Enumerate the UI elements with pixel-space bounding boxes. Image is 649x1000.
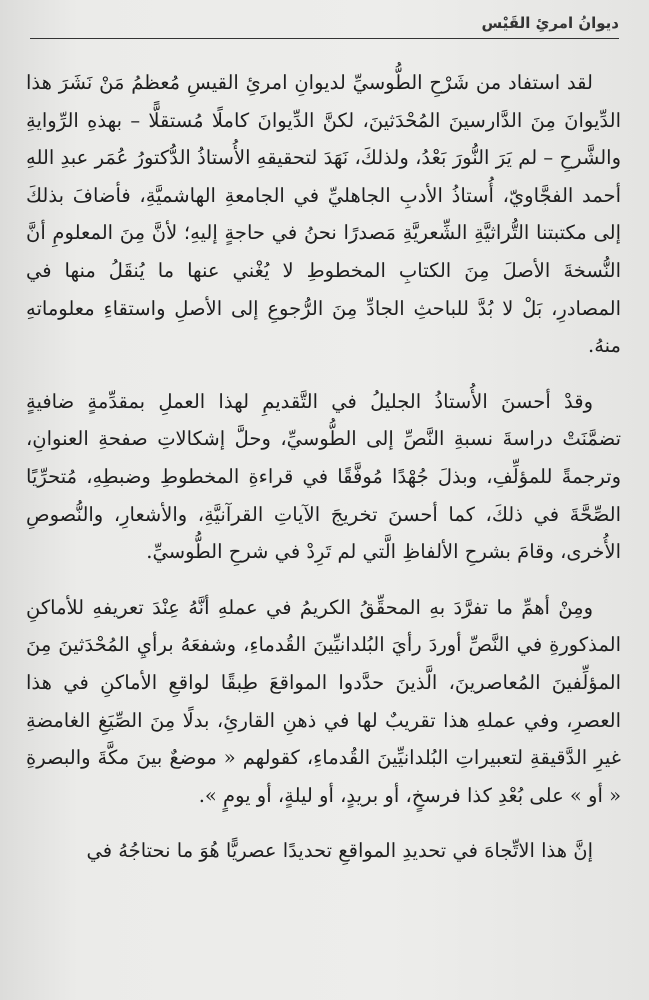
paragraph-1: لقد استفاد من شَرْحِ الطُّوسيِّ لديوانِ امرئِ القيسِ مُعظمُ مَنْ نَشَرَ هذا الدِّيوانَ مِنَ الدَّارسينَ المُحْدَثينَ، لكنَّ الدِّيوانَ كاملًا مُستقلًّا – بهذهِ الرِّوايةِ والشَّرحِ – لم يَرَ النُّورَ بَعْدُ، ولذلكَ، نَهَدَ لتحقيقهِ الأُستاذُ الدُّكتورُ عُمَر عبدِ اللهِ أحمد الفجَّاويّ، أُستاذُ الأدبِ الجاهليِّ في الجامعةِ الهاشميَّةِ، فأضافَ بذلكَ إلى مكتبتنا التُّراثيَّةِ الشِّعريَّةِ مَصدرًا نحنُ في حاجةٍ إليهِ؛ لأنَّ مِنَ المعلومِ أنَّ النُّسخةَ الأصلَ مِنَ الكتابِ المخطوطِ لا يُغْني عنها ما يُنقَلُ منها في المصادرِ، بَلْ لا بُدَّ للباحثِ الجادِّ مِنَ الرُّجوعِ إلى الأصلِ واستقاءِ معلوماتهِ منهُ. — [26, 71, 621, 358]
running-title: ديوانُ امرئِ القَيْس — [481, 14, 619, 32]
paragraph-2: وقدْ أحسنَ الأُستاذُ الجليلُ في التَّقديمِ لهذا العملِ بمقدِّمةٍ ضافيةٍ تضمَّنَتْ دراسةَ نسبةِ النَّصِّ إلى الطُّوسيِّ، وحلَّ إشكالاتِ صفحةِ العنوانِ، وترجمةً للمؤلِّفِ، وبذلَ جُهْدًا مُوفَّقًا في قراءةِ المخطوطِ وضبطِهِ، مُتحرِّيًا الصِّحَّةَ في ذلكَ، كما أحسنَ تخريجَ الآياتِ القرآنيَّةِ، والأشعارِ، والنُّصوصِ الأُخرى، وقامَ بشرحِ الألفاظِ الَّتي لم تَرِدْ في شرحِ الطُّوسيِّ. — [26, 389, 621, 564]
paragraph-3: ومِنْ أهمِّ ما تفرَّدَ بهِ المحقِّقُ الكريمُ في عملهِ أنَّهُ عِنْدَ تعريفهِ للأماكنِ المذكورةِ في النَّصِّ أوردَ رأيَ البُلدانيِّينَ القُدماءِ، وشفعَهُ برأيِ المُحْدَثينَ مِنَ المؤلِّفينَ المُعاصرينَ، الَّذينَ حدَّدوا المواقعَ طِبقًا لواقعِ الأماكنِ في هذا العصرِ، وفي عملهِ هذا تقريبٌ لها في ذهنِ القارئِ، بدلًا مِنَ الصِّيَغِ الغامضةِ غيرِ الدَّقيقةِ لتعبيراتِ البُلدانيِّينَ القُدماءِ، كقولهم « موضعٌ بينَ مكَّةَ والبصرةِ « أو » على بُعْدِ كذا فرسخٍ، أو بريدٍ، أو ليلةٍ، أو يومٍ ». — [26, 595, 621, 807]
header-rule — [30, 38, 619, 39]
paragraph-4: إنَّ هذا الاتِّجاهَ في تحديدِ المواقعِ تحديدًا عصريًّا هُوَ ما نحتاجُهُ في — [86, 839, 593, 863]
body-text — [26, 64, 621, 870]
